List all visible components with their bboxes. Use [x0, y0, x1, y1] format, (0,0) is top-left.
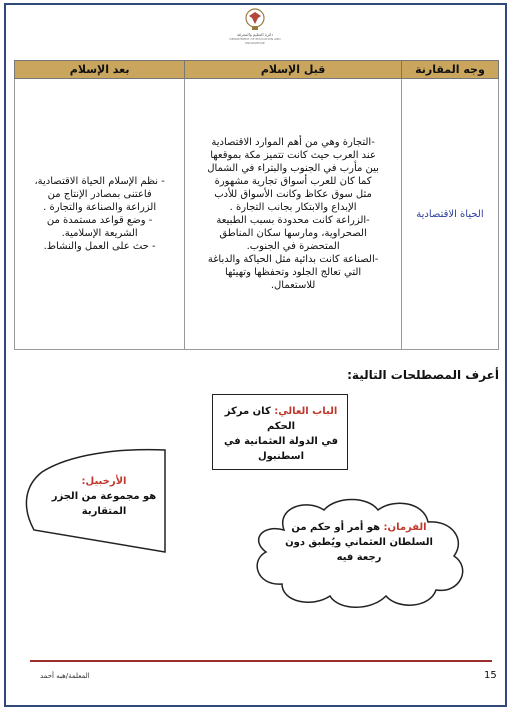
before-line: -التجارة وهي من أهم الموارد الاقتصادية	[211, 137, 375, 148]
before-line: التي تعالج الجلود وتحفظها وتهيئها	[225, 267, 362, 278]
header-before-islam: قبل الإسلام	[185, 61, 402, 79]
before-line: المتحضرة في الجنوب.	[246, 241, 340, 252]
before-line: بين مأرب في الجنوب والبتراء في الشمال	[207, 163, 379, 174]
table-header-row	[15, 61, 499, 79]
before-line: للاستعمال.	[270, 280, 316, 291]
after-line: فاعتنى بمصادر الإنتاج من	[47, 189, 152, 200]
firman-definition-text	[284, 520, 434, 565]
before-line: كما كان للعرب أسواق تجارية مشهورة	[214, 176, 372, 187]
after-line: - حث على العمل والنشاط.	[43, 241, 156, 252]
logo-text-ar: دائرة التعليم والمعرفة	[236, 32, 274, 37]
before-line: الصحراوية، ومارسها سكان المناطق	[219, 228, 367, 239]
before-line: الإبداع والابتكار بجانب التجارة .	[229, 202, 357, 213]
after-line: - وضع قواعد مستمدة من	[46, 215, 153, 226]
footer-divider	[30, 660, 492, 662]
before-islam-cell	[185, 79, 402, 350]
teacher-name: المعلمة/هبه أحمد	[40, 672, 90, 680]
department-logo	[228, 8, 282, 48]
bab-definition-first: كان مركز الحكم	[224, 406, 296, 432]
firman-definition-first: هو أمر أو حكم من	[291, 522, 384, 533]
firman-definition-line: رجعة فيه	[336, 552, 382, 563]
archipelago-definition-line: المتقاربة	[81, 506, 127, 517]
bab-definition-line: في الدولة العثمانية في	[223, 436, 339, 447]
aspect-economic-life: الحياة الاقتصادية	[401, 79, 498, 350]
before-line: عند العرب حيث كانت تتميز مكة بموقعها	[210, 150, 376, 161]
after-line: الشريعة الإسلامية.	[61, 228, 138, 239]
archipelago-definition-text	[44, 474, 164, 519]
bab-definition-line: اسطنبول	[257, 451, 305, 462]
after-line: - نظم الإسلام الحياة الاقتصادية،	[34, 176, 165, 187]
logo-text-en: DEPARTMENT OF EDUCATION AND KNOWLEDGE	[229, 37, 281, 45]
table-row	[15, 79, 499, 350]
firman-term: الفرمان:	[383, 522, 427, 533]
comparison-table	[14, 60, 499, 350]
definitions-title: أعرف المصطلحات التالية:	[347, 368, 499, 382]
before-line: -الزراعة كانت محدودة بسبب الطبيعة	[216, 215, 370, 226]
after-islam-cell	[15, 79, 185, 350]
falcon-emblem-icon	[244, 8, 266, 32]
header-after-islam: بعد الإسلام	[15, 61, 185, 79]
before-line: مثل سوق عكاظ وكانت الأسواق للأدب	[214, 189, 372, 200]
archipelago-definition-line: هو مجموعة من الجزر	[51, 491, 157, 502]
bab-term: الباب العالي:	[274, 406, 338, 417]
firman-definition-line: السلطان العثماني ويُطبق دون	[285, 537, 433, 548]
after-line: الزراعة والصناعة والتجارة .	[43, 202, 157, 213]
bab-definition-text	[218, 404, 344, 464]
before-line: -الصناعة كانت بدائية مثل الحياكة والدباغة	[207, 254, 379, 265]
page-number: 15	[484, 670, 497, 681]
archipelago-term: الأرخبيل:	[81, 476, 127, 487]
header-aspect: وجه المقارنة	[401, 61, 498, 79]
